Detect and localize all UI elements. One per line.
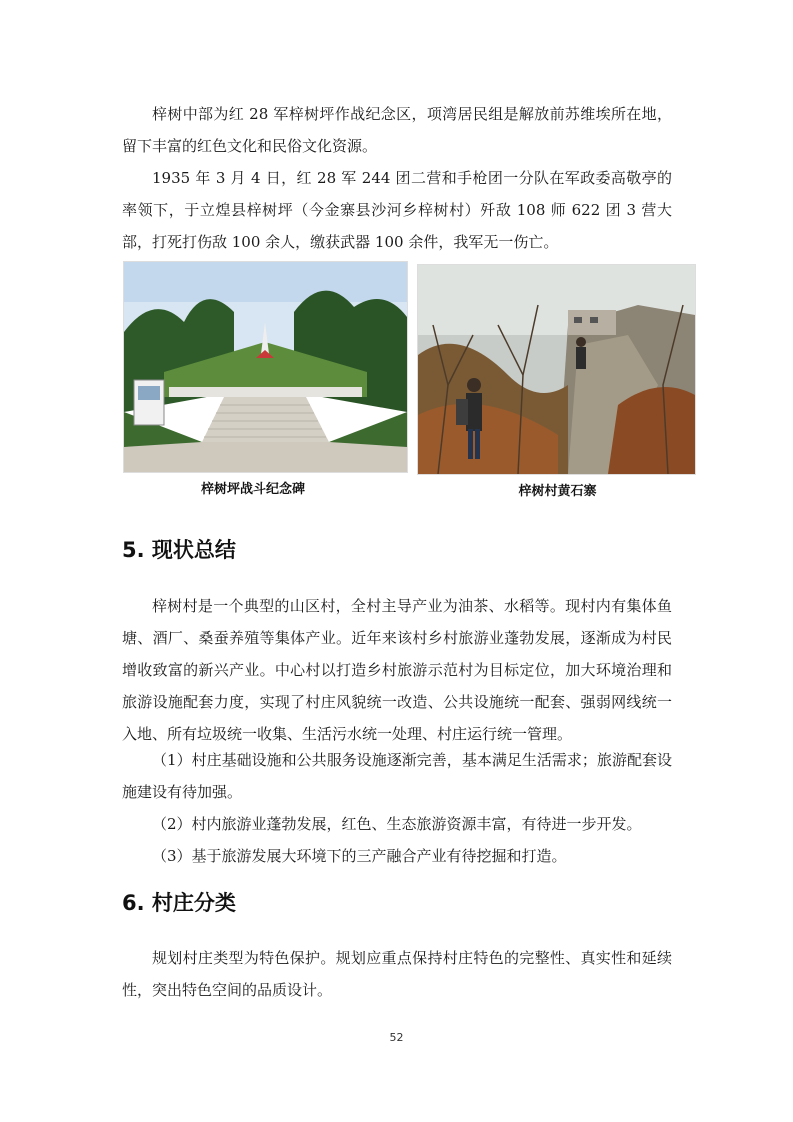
memorial-photo <box>123 261 408 473</box>
section-5-item-3: （3）基于旅游发展大环境下的三产融合产业有待挖掘和打造。 <box>152 847 567 865</box>
figure-caption-2: 梓树村黄石寨 <box>518 484 597 499</box>
village-photo <box>417 264 696 475</box>
intro-paragraph-2: 1935 年 3 月 4 日，红 28 军 244 团二营和手枪团一分队在军政委高敬亭的率领下，于立煌县梓树坪（今金寨县沙河乡梓树村）歼敌 108 师 622 团 3 营大部，打死打伤敌 100 余人，缴获武器 100 余件，我军无一伤亡。 <box>122 169 672 251</box>
section-6-paragraph: 规划村庄类型为特色保护。规划应重点保持村庄特色的完整性、真实性和延续性，突出特色空间的品质设计。 <box>122 949 672 999</box>
intro-paragraph-1: 梓树中部为红 28 军梓树坪作战纪念区，项湾居民组是解放前苏维埃所在地，留下丰富的红色文化和民俗文化资源。 <box>122 105 672 155</box>
section-5-paragraph: 梓树村是一个典型的山区村，全村主导产业为油茶、水稻等。现村内有集体鱼塘、酒厂、桑蚕养殖等集体产业。近年来该村乡村旅游业蓬勃发展，逐渐成为村民增收致富的新兴产业。中心村以打造乡村旅游示范村为目标定位，加大环境治理和旅游设施配套力度，实现了村庄风貌统一改造、公共设施统一配套、强弱网线统一入地、所有垃圾统一收集、生活污水统一处理、村庄运行统一管理。 <box>122 597 672 743</box>
section-6-heading: 6. 村庄分类 <box>122 891 236 915</box>
page-number: 52 <box>389 1031 404 1044</box>
figure-caption-1: 梓树坪战斗纪念碑 <box>200 482 305 497</box>
section-5-item-1: （1）村庄基础设施和公共服务设施逐渐完善，基本满足生活需求；旅游配套设施建设有待加强。 <box>122 751 672 801</box>
section-5-heading: 5. 现状总结 <box>122 538 236 562</box>
section-5-item-2: （2）村内旅游业蓬勃发展，红色、生态旅游资源丰富，有待进一步开发。 <box>152 815 642 833</box>
